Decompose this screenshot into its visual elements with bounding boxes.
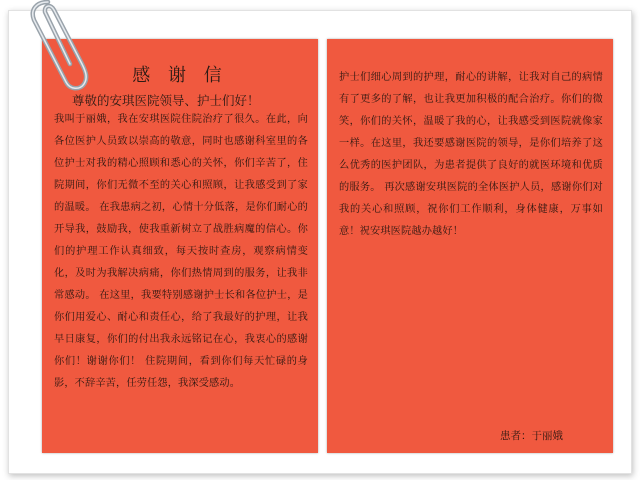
paperclip-icon: [18, 0, 98, 94]
paragraph: 住院期间，看到你们每天忙碌的身影，不辞辛苦，任劳任怨，我深受感动。: [54, 356, 309, 389]
letter-body-left: [54, 109, 308, 395]
paragraph: 再次感谢安琪医院的全体医护人员，感谢你们对我的关心和照顾，祝你们工作顺利，身体健康，万事如意！祝安琪医院越办越好！: [339, 182, 603, 237]
letter-signature: 患者：于丽娥: [500, 430, 563, 442]
paragraph: 在这里，我要特别感谢护士长和各位护士，是你们用爱心、耐心和责任心，给了我最好的护理，让我早日康复，你们的付出我永远铭记在心，我衷心的感谢你们！谢谢你们！: [54, 290, 309, 367]
photo-frame: [8, 10, 632, 474]
letter-salutation: 尊敬的安琪医院领导、护士们好！: [72, 93, 260, 108]
letter-page-right: [327, 39, 613, 453]
letter-body-right: [339, 67, 603, 243]
letter-title: 感 谢 信: [132, 65, 228, 86]
paragraph: 我叫于丽娥，我在安琪医院住院治疗了很久。在此，向各位医护人员致以崇高的敬意，同时也感谢科室里的各位护士对我的精心照顾和悉心的关怀，你们辛苦了，住院期间，你们无微不至的关心和照顾，让我感受到了家的温暖。: [54, 114, 308, 213]
paragraph: 护士们细心周到的护理，耐心的讲解，让我对自己的病情有了更多的了解，也让我更加积极的配合治疗。你们的微笑，你们的关怀，温暖了我的心，让我感受到医院就像家一样。在这里，我还要感谢医院的领导，是你们培养了这么优秀的医护团队，为患者提供了良好的就医环境和优质的服务。: [339, 72, 603, 193]
letter-page-left: [42, 39, 318, 453]
paragraph: 在我患病之初，心情十分低落，是你们耐心的开导我，鼓励我，使我重新树立了战胜病魔的信心。你们的护理工作认真细致，每天按时查房，观察病情变化，及时为我解决病痛，你们热情周到的服务，让我非常感动。: [54, 202, 309, 301]
